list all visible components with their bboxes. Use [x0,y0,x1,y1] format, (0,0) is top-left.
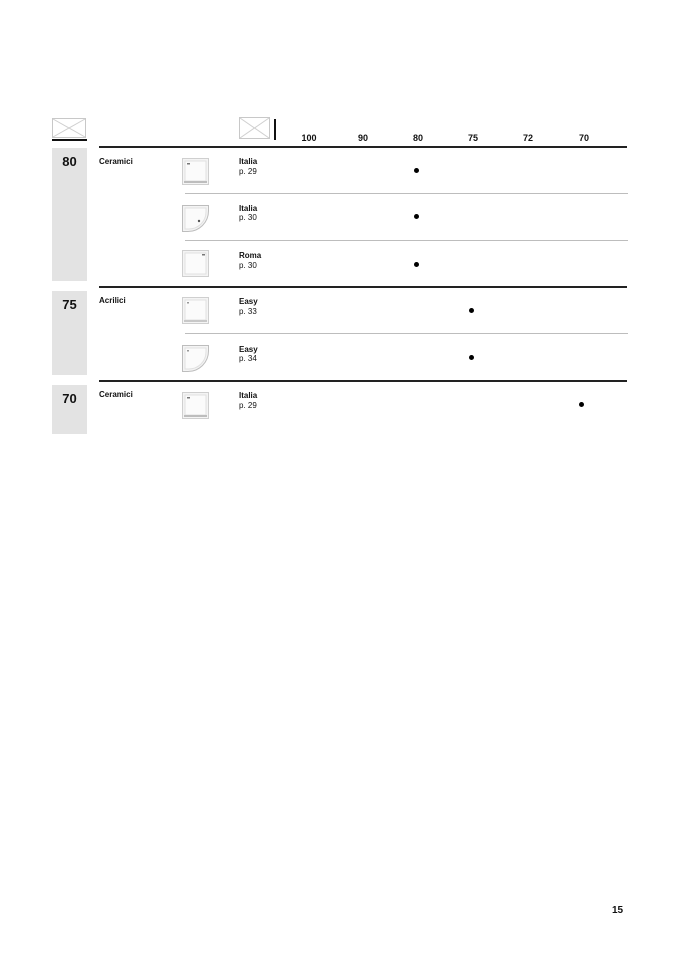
size-column-rule [52,139,87,141]
product-page: p. 34 [239,354,257,363]
group-rule [99,380,627,382]
product-name: Italia [239,391,258,400]
column-header-90: 90 [357,133,368,143]
size-block-80 [52,148,87,281]
size-block-70 [52,385,87,434]
quadrant-tray-icon [182,205,209,232]
material-label: Ceramici [99,390,133,399]
square-tray-icon [182,250,209,277]
header-divider [274,119,276,140]
size-label: 70 [62,391,77,406]
availability-dot [469,308,474,313]
size-block-75 [52,291,87,375]
column-header-100: 100 [301,133,317,143]
product-name: Easy [239,345,258,354]
group-rule [99,286,627,288]
column-header-72: 72 [522,133,533,143]
column-header-70: 70 [578,133,589,143]
product-page: p. 29 [239,401,257,410]
product-page: p. 29 [239,167,257,176]
column-header-75: 75 [467,133,478,143]
product-name: Italia [239,204,258,213]
product-page: p. 33 [239,307,257,316]
product-name: Roma [239,251,262,260]
page-number: 15 [612,905,624,916]
row-divider [185,240,628,241]
availability-dot [414,262,419,267]
row-divider [185,333,628,334]
product-page: p. 30 [239,213,257,222]
availability-dot [414,214,419,219]
column-header-80: 80 [412,133,423,143]
availability-dot [579,402,584,407]
quadrant-tray-icon [182,345,209,372]
square-tray-icon [182,297,209,324]
header-rule [99,146,627,148]
square-tray-icon [182,392,209,419]
availability-dot [469,355,474,360]
tray-dimension-icon [239,117,273,137]
product-name: Italia [239,157,258,166]
product-name: Easy [239,297,258,306]
material-label: Acrilici [99,296,126,305]
size-label: 75 [62,297,77,312]
size-label: 80 [62,154,77,169]
material-label: Ceramici [99,157,133,166]
product-page: p. 30 [239,261,257,270]
availability-dot [414,168,419,173]
row-divider [185,193,628,194]
square-tray-icon [182,158,209,185]
tray-size-icon [52,118,86,138]
